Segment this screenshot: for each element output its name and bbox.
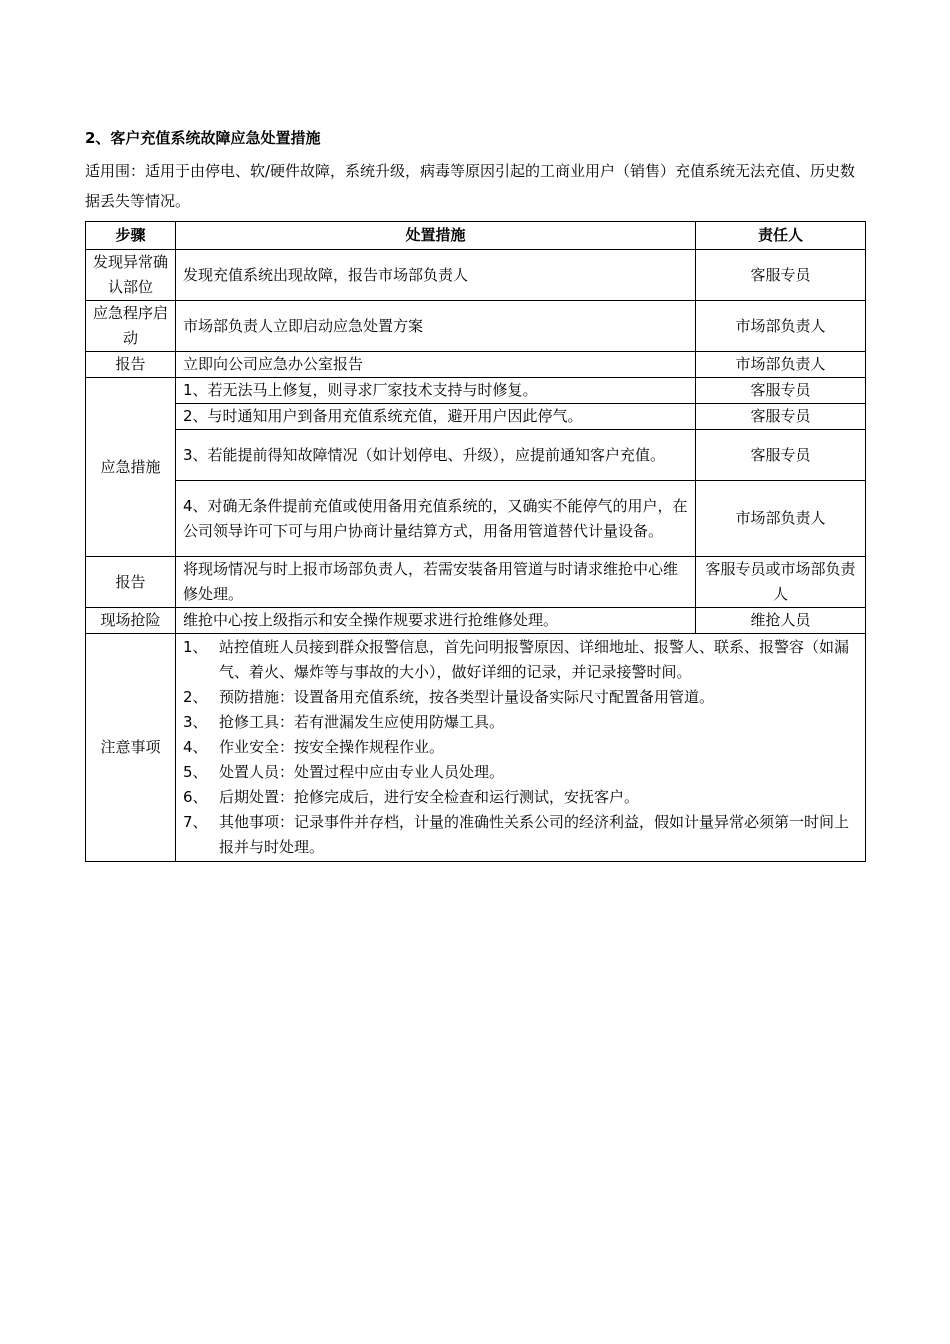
list-item-text: 其他事项：记录事件并存档，计量的准确性关系公司的经济利益，假如计量异常必须第一时间上报并与时处理。 [219, 813, 850, 856]
list-item [183, 785, 858, 810]
list-item [183, 810, 858, 860]
list-item-text: 预防措施：设置备用充值系统，按各类型计量设备实际尺寸配置备用管道。 [219, 688, 715, 706]
document-page [85, 120, 865, 862]
list-item-text: 处置人员：处置过程中应由专业人员处理。 [219, 763, 505, 781]
owner-cell: 市场部负责人 [696, 352, 866, 378]
list-item [183, 710, 858, 735]
table-row [86, 557, 866, 608]
section-heading: 2、客户充值系统故障应急处置措施 [85, 129, 321, 147]
header-step: 步骤 [86, 222, 176, 250]
measure-cell: 1、若无法马上修复，则寻求厂家技术支持与时修复。 [176, 378, 696, 404]
table-row [86, 250, 866, 301]
measure-cell: 发现充值系统出现故障，报告市场部负责人 [176, 250, 696, 301]
list-item-text: 后期处置：抢修完成后，进行安全检查和运行测试，安抚客户。 [219, 788, 640, 806]
scope-paragraph: 适用围：适用于由停电、软/硬件故障，系统升级，病毒等原因引起的工商业用户（销售）充值系统无法充值、历史数据丢失等情况。 [85, 162, 856, 210]
notes-row [86, 634, 866, 862]
list-item-number: 3、 [183, 713, 208, 731]
step-cell: 发现异常确认部位 [86, 250, 176, 301]
list-item-number: 7、 [183, 813, 208, 831]
owner-cell: 市场部负责人 [696, 301, 866, 352]
list-item [183, 760, 858, 785]
list-item-number: 6、 [183, 788, 208, 806]
owner-cell: 客服专员 [696, 250, 866, 301]
step-cell: 应急措施 [86, 378, 176, 557]
list-item-number: 4、 [183, 738, 208, 756]
list-item-text: 抢修工具：若有泄漏发生应使用防爆工具。 [219, 713, 505, 731]
owner-cell: 市场部负责人 [696, 481, 866, 557]
step-cell: 报告 [86, 557, 176, 608]
owner-cell: 客服专员或市场部负责人 [696, 557, 866, 608]
notes-step-cell: 注意事项 [86, 634, 176, 862]
table-row [86, 430, 866, 481]
owner-cell: 客服专员 [696, 404, 866, 430]
list-item-text: 站控值班人员接到群众报警信息，首先问明报警原因、详细地址、报警人、联系、报警容（如漏气、着火、爆炸等与事故的大小），做好详细的记录，并记录接警时间。 [219, 638, 850, 681]
owner-cell: 客服专员 [696, 430, 866, 481]
step-cell: 现场抢险 [86, 608, 176, 634]
list-item-text: 作业安全：按安全操作规程作业。 [219, 738, 445, 756]
header-owner: 责任人 [696, 222, 866, 250]
table-row [86, 608, 866, 634]
list-item [183, 735, 858, 760]
list-item-number: 5、 [183, 763, 208, 781]
list-item-number: 1、 [183, 638, 208, 656]
list-item-number: 2、 [183, 688, 208, 706]
measure-cell: 3、若能提前得知故障情况（如计划停电、升级），应提前通知客户充值。 [176, 430, 696, 481]
table-row [86, 352, 866, 378]
list-item [183, 685, 858, 710]
measure-cell: 4、对确无条件提前充值或使用备用充值系统的，又确实不能停气的用户，在公司领导许可下可与用户协商计量结算方式，用备用管道替代计量设备。 [176, 481, 696, 557]
table-row [86, 481, 866, 557]
measure-cell: 市场部负责人立即启动应急处置方案 [176, 301, 696, 352]
procedure-table [85, 221, 866, 862]
list-item [183, 635, 858, 685]
measure-cell: 2、与时通知用户到备用充值系统充值，避开用户因此停气。 [176, 404, 696, 430]
notes-list [183, 635, 858, 860]
table-row [86, 404, 866, 430]
table-header-row [86, 222, 866, 250]
measure-cell: 维抢中心按上级指示和安全操作规要求进行抢维修处理。 [176, 608, 696, 634]
table-row [86, 301, 866, 352]
notes-cell [176, 634, 866, 862]
measure-cell: 立即向公司应急办公室报告 [176, 352, 696, 378]
table-row [86, 378, 866, 404]
header-measure: 处置措施 [176, 222, 696, 250]
measure-cell: 将现场情况与时上报市场部负责人，若需安装备用管道与时请求维抢中心维修处理。 [176, 557, 696, 608]
owner-cell: 维抢人员 [696, 608, 866, 634]
step-cell: 报告 [86, 352, 176, 378]
owner-cell: 客服专员 [696, 378, 866, 404]
step-cell: 应急程序启动 [86, 301, 176, 352]
